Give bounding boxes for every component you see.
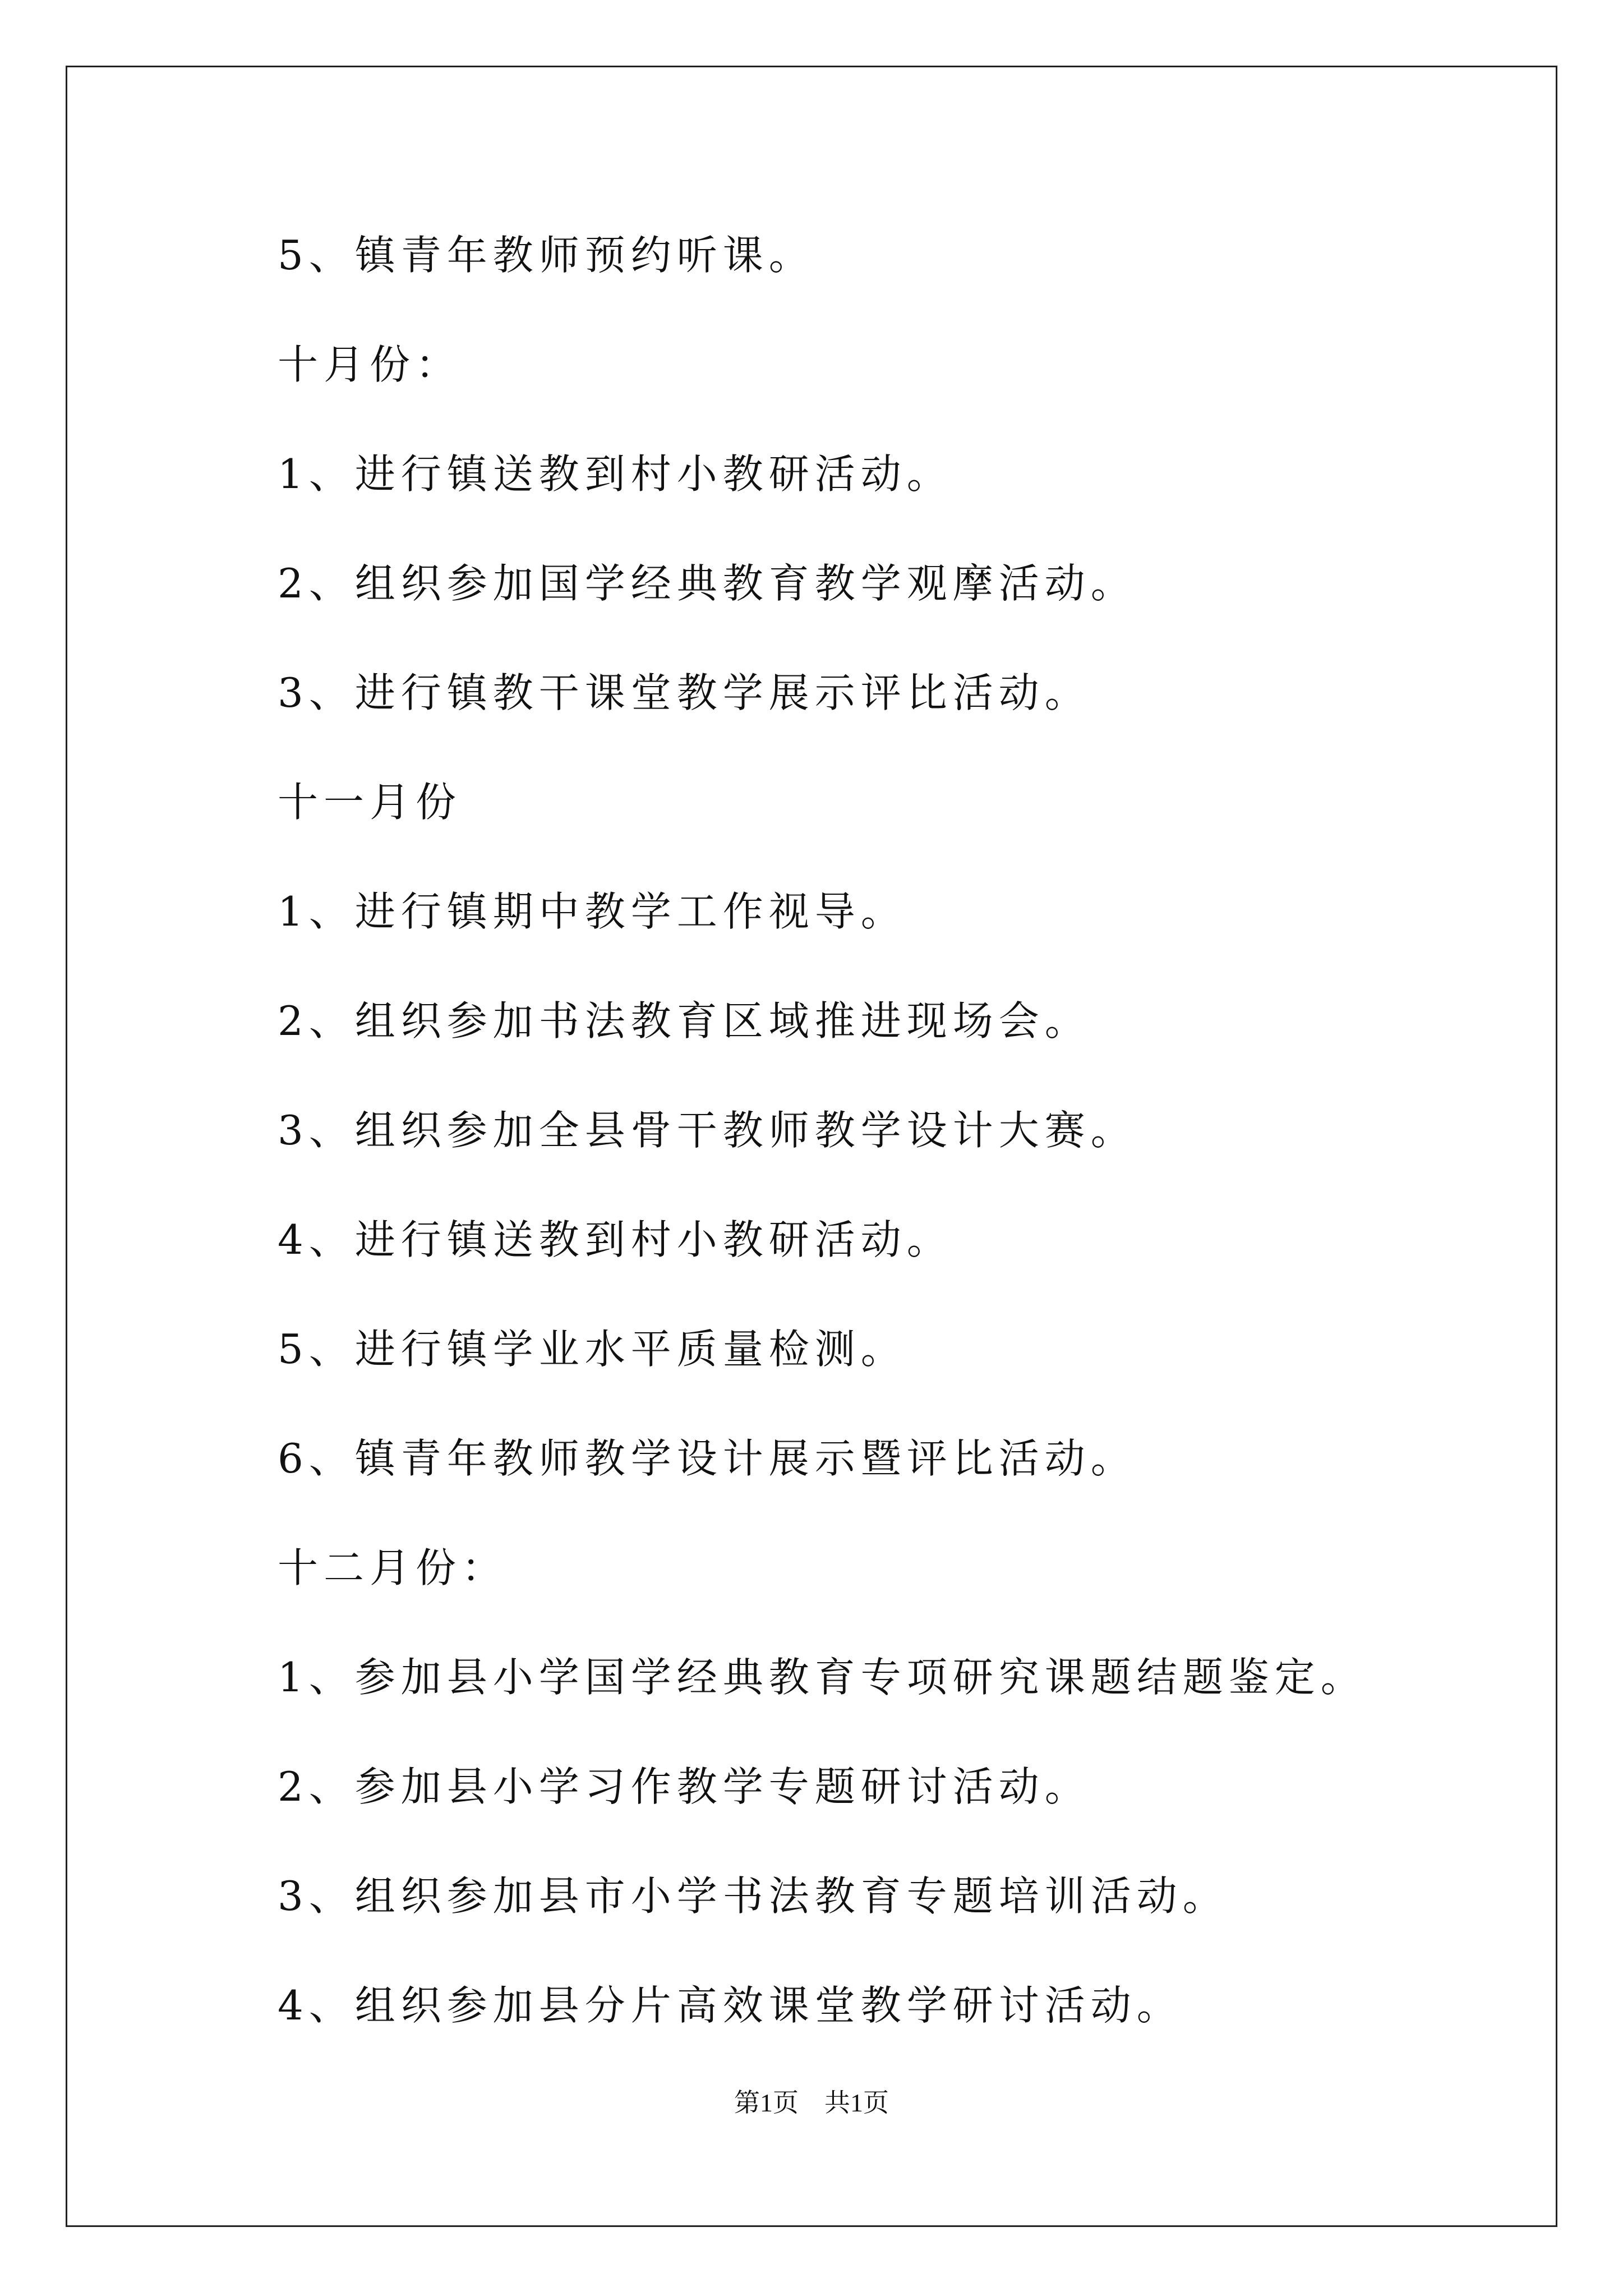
list-item: 3、组织参加县市小学书法教育专题培训活动。	[278, 1872, 1229, 1920]
section-heading-october: 十月份：	[278, 341, 462, 388]
list-item: 2、组织参加国学经典教育教学观摩活动。	[278, 560, 1137, 607]
list-item: 3、组织参加全县骨干教师教学设计大赛。	[278, 1107, 1137, 1154]
list-item: 5、进行镇学业水平质量检测。	[278, 1326, 907, 1373]
list-item: 1、进行镇送教到村小教研活动。	[278, 450, 953, 498]
list-item: 1、进行镇期中教学工作视导。	[278, 888, 907, 935]
section-heading-december: 十二月份：	[278, 1544, 508, 1591]
section-heading-november: 十一月份	[278, 779, 462, 826]
list-item: 6、镇青年教师教学设计展示暨评比活动。	[278, 1435, 1137, 1482]
list-item: 4、组织参加县分片高效课堂教学研讨活动。	[278, 1982, 1183, 2029]
page-footer: 第1页 共1页	[734, 2088, 889, 2117]
document-body	[278, 224, 1511, 2084]
list-item: 3、进行镇教干课堂教学展示评比活动。	[278, 669, 1091, 716]
list-item: 5、镇青年教师预约听课。	[278, 232, 815, 279]
list-item: 1、参加县小学国学经典教育专项研究课题结题鉴定。	[278, 1654, 1367, 1701]
list-item: 2、参加县小学习作教学专题研讨活动。	[278, 1763, 1091, 1810]
list-item: 4、进行镇送教到村小教研活动。	[278, 1216, 953, 1263]
list-item: 2、组织参加书法教育区域推进现场会。	[278, 997, 1091, 1045]
